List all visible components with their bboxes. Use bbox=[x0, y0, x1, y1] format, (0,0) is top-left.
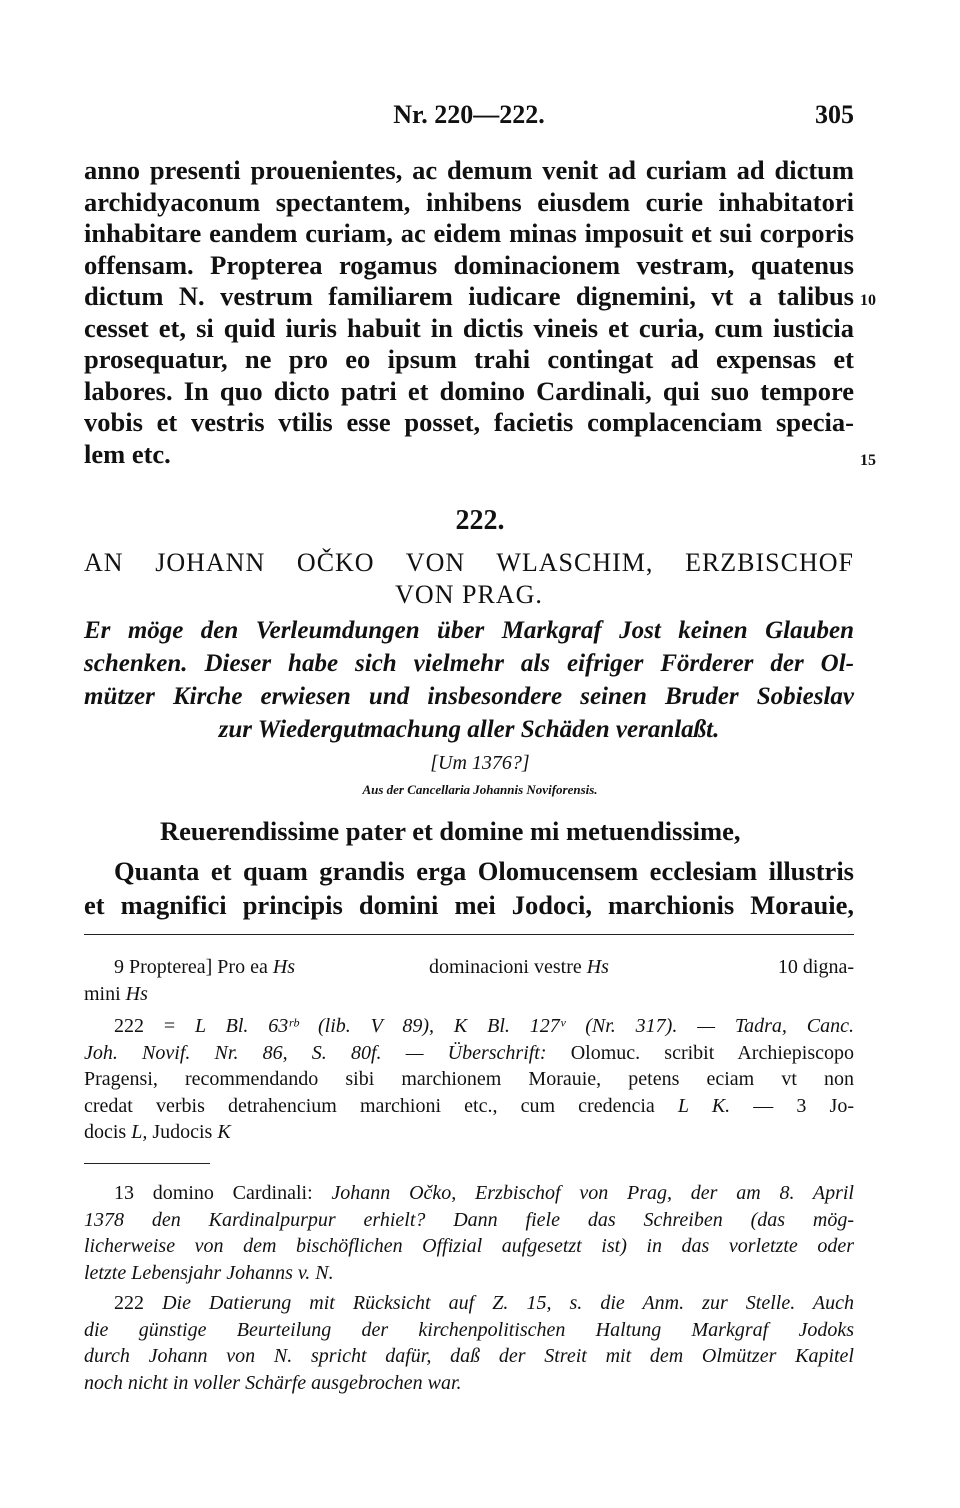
text-line: offensam. Propterea rogamus dominacionem vestram, quatenus bbox=[84, 249, 854, 280]
regest-line: schenken. Dieser habe sich vielmehr als eifriger Förderer der Ol- bbox=[84, 650, 854, 677]
document-heading bbox=[84, 547, 854, 610]
commentary-separator bbox=[84, 1163, 210, 1164]
note-line: durch Johann von N. spricht dafür, daß der Streit mit dem Olmützer Kapitel bbox=[84, 1345, 854, 1367]
letter-222-text bbox=[84, 854, 854, 922]
line-number-10: 10 bbox=[860, 292, 876, 309]
text-line: labores. In quo dicto patri et domino Cardinali, qui suo tempore bbox=[84, 375, 854, 406]
salutation: Reuerendissime pater et domine mi metuendissime, bbox=[160, 816, 741, 846]
regest-line: zur Wiedergutmachung aller Schäden veranlaßt. bbox=[218, 716, 720, 743]
regest-line: Er möge den Verleumdungen über Markgraf Jost keinen Glauben bbox=[84, 617, 854, 644]
note-line: 9 Propterea] Pro ea Hs dominacioni vestre Hs 10 digna- bbox=[114, 956, 854, 978]
letter-221-continuation bbox=[84, 155, 876, 470]
text-line: cesset et, si quid iuris habuit in dictis vineis et curia, cum iusticia bbox=[84, 312, 854, 343]
text-line-wrapper bbox=[84, 281, 876, 313]
text-line: prosequatur, ne pro eo ipsum trahi contingat ad expensas et bbox=[84, 344, 854, 374]
text-line: inhabitare eandem curiam, ac eidem minas imposuit et sui corporis bbox=[84, 218, 854, 248]
note-line: 13 domino Cardinali: Johann Očko, Erzbischof von Prag, der am 8. April bbox=[114, 1182, 854, 1204]
heading-line-1: AN JOHANN OČKO VON WLASCHIM, ERZBISCHOF bbox=[84, 548, 854, 577]
document-number: 222. bbox=[455, 505, 505, 536]
text-line: archidyaconum spectantem, inhibens eiusdem curie inhabitatori bbox=[84, 186, 854, 217]
note-line: die günstige Beurteilung der kirchenpolitischen Haltung Markgraf Jodoks bbox=[84, 1318, 854, 1341]
note-line: Joh. Novif. Nr. 86, S. 80f. — Überschrift: Olomuc. scribit Archiepiscopo bbox=[84, 1041, 854, 1064]
apparatus-note-9 bbox=[84, 954, 854, 1007]
commentary-note-222 bbox=[84, 1290, 854, 1396]
apparatus-note-222 bbox=[84, 1013, 854, 1146]
running-head bbox=[84, 100, 854, 140]
regest bbox=[84, 614, 854, 746]
date-line: [Um 1376?] bbox=[430, 752, 530, 774]
note-line: docis L, Judocis K bbox=[84, 1121, 231, 1143]
note-line: noch nicht in voller Schärfe ausgebrochen war. bbox=[84, 1371, 462, 1394]
footnote-separator bbox=[84, 934, 854, 935]
note-line: credat verbis detrahencium marchioni etc., cum credencia L K. — 3 Jo- bbox=[84, 1094, 854, 1117]
note-line: 222 = L Bl. 63ʳᵇ (lib. V 89), K Bl. 127ᵛ (Nr. 317). — Tadra, Canc. bbox=[114, 1015, 855, 1037]
note-line: Pragensi, recommendando sibi marchionem Morauie, petens eciam vt non bbox=[84, 1068, 854, 1090]
heading-line-2: VON PRAG. bbox=[395, 579, 543, 609]
running-head-title: Nr. 220—222. bbox=[393, 100, 545, 129]
text-line: lem etc. bbox=[84, 438, 171, 469]
text-line: et magnifici principis domini mei Jodoci, marchionis Morauie, bbox=[84, 890, 854, 920]
note-line: licherweise von dem bischöflichen Offizial aufgesetzt ist) in das vorletzte oder bbox=[84, 1235, 854, 1257]
regest-line: mützer Kirche erwiesen und insbesondere seinen Bruder Sobieslav bbox=[84, 683, 854, 710]
commentary-note-13 bbox=[84, 1180, 854, 1286]
source-line: Aus der Cancellaria Johannis Noviforensis. bbox=[362, 782, 598, 797]
note-line: letzte Lebensjahr Johanns v. N. bbox=[84, 1261, 334, 1284]
text-line-wrapper bbox=[84, 438, 876, 471]
note-line: mini Hs bbox=[84, 982, 148, 1005]
text-line: dictum N. vestrum familiarem iudicare dignemini, vt a talibus bbox=[84, 281, 854, 311]
text-line: vobis et vestris vtilis esse posset, facietis complacenciam specia- bbox=[84, 407, 854, 437]
line-number-15: 15 bbox=[860, 451, 876, 469]
page-number: 305 bbox=[815, 100, 854, 129]
note-line: 222 Die Datierung mit Rücksicht auf Z. 15, s. die Anm. zur Stelle. Auch bbox=[114, 1292, 855, 1314]
note-line: 1378 den Kardinalpurpur erhielt? Dann fiele das Schreiben (das mög- bbox=[84, 1208, 854, 1231]
text-line: anno presenti prouenientes, ac demum venit ad curiam ad dictum bbox=[84, 155, 854, 185]
text-line: Quanta et quam grandis erga Olomucensem ecclesiam illustris bbox=[114, 856, 854, 886]
